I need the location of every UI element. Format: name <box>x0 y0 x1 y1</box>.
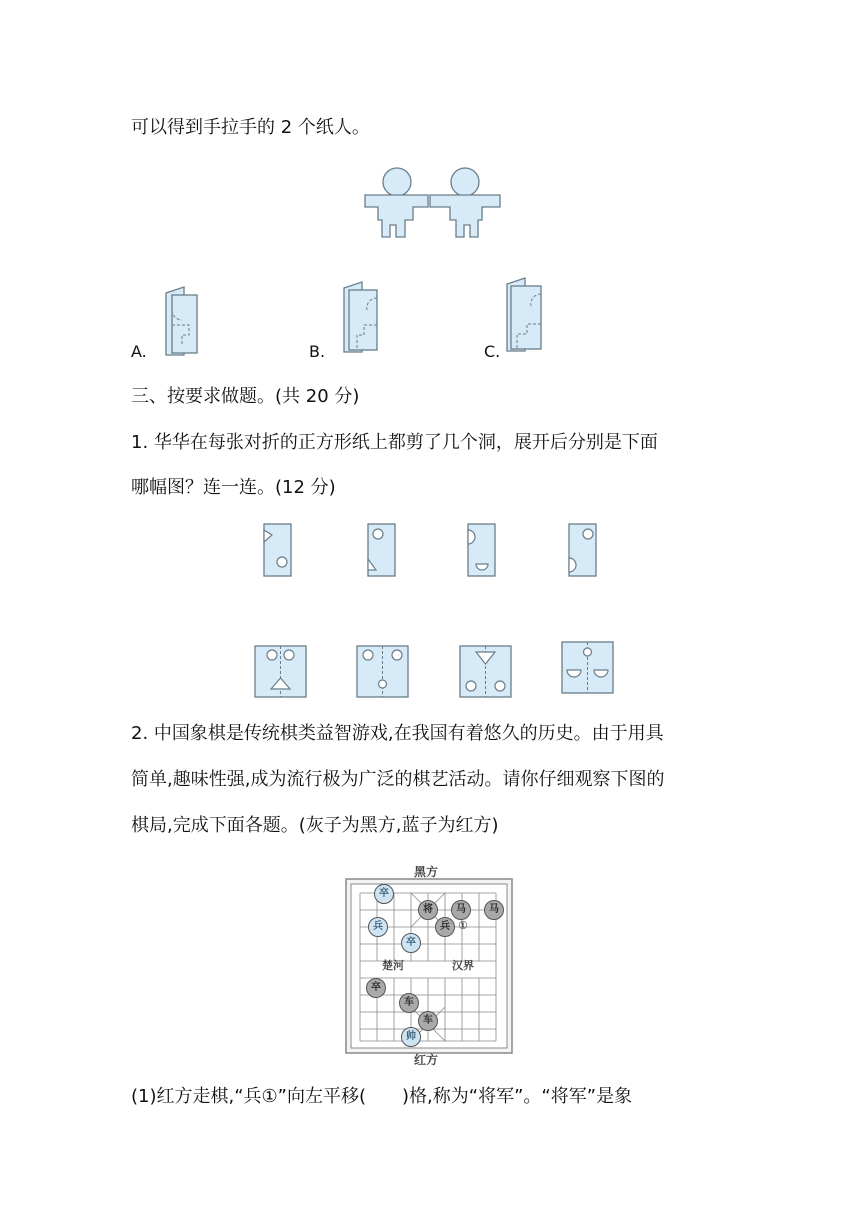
unfolded-square-4 <box>560 640 616 696</box>
unfolded-square-2 <box>355 644 411 700</box>
folded-paper-a <box>164 285 204 357</box>
chess-piece-black: 车 <box>418 1011 438 1031</box>
q2-line1: 2. 中国象棋是传统棋类益智游戏,在我国有着悠久的历史。由于用具 <box>131 723 664 744</box>
chess-piece-black: 车 <box>399 993 419 1013</box>
folded-paper-3 <box>466 522 498 580</box>
option-c-label: C. <box>484 342 501 361</box>
unfolded-square-3 <box>458 644 514 700</box>
river-left-text: 楚河 <box>382 959 404 972</box>
paper-person-right <box>430 168 500 237</box>
chess-piece-black: 兵 <box>435 917 455 937</box>
sub-question-1: (1)红方走棋,“兵①”向左平移( )格,称为“将军”。“将军”是象 <box>131 1086 633 1107</box>
paper-people-figure <box>360 165 505 240</box>
chess-piece-black: 将 <box>418 900 438 920</box>
chess-piece-red: 卒 <box>374 884 394 904</box>
q2-line2: 简单,趣味性强,成为流行极为广泛的棋艺活动。请你仔细观察下图的 <box>131 769 665 790</box>
chess-piece-black: 马 <box>484 900 504 920</box>
folded-paper-4 <box>567 522 599 580</box>
river-right-text: 汉界 <box>452 959 474 972</box>
chess-piece-black: 卒 <box>366 978 386 998</box>
intro-line: 可以得到手拉手的 2 个纸人。 <box>131 117 370 138</box>
q2-line3: 棋局,完成下面各题。(灰子为黑方,蓝子为红方) <box>131 815 499 836</box>
folded-paper-1 <box>262 522 294 580</box>
option-a-label: A. <box>131 342 147 361</box>
pawn-marker: ① <box>458 919 468 932</box>
paper-person-left <box>365 168 428 237</box>
chess-piece-red: 帅 <box>401 1027 421 1047</box>
board-bottom-label: 红方 <box>414 1053 439 1067</box>
q1-line2: 哪幅图？连一连。(12 分) <box>131 477 336 498</box>
folded-paper-b <box>342 280 382 355</box>
chess-piece-red: 兵 <box>368 917 388 937</box>
section3-heading: 三、按要求做题。(共 20 分) <box>131 386 360 407</box>
board-top-label: 黑方 <box>414 865 439 879</box>
option-b-label: B. <box>309 342 326 361</box>
unfolded-square-1 <box>253 644 309 700</box>
folded-paper-c <box>505 276 545 354</box>
chess-piece-black: 马 <box>451 900 471 920</box>
chess-piece-red: 卒 <box>401 933 421 953</box>
folded-paper-2 <box>366 522 398 580</box>
q1-line1: 1. 华华在每张对折的正方形纸上都剪了几个洞，展开后分别是下面 <box>131 432 658 453</box>
